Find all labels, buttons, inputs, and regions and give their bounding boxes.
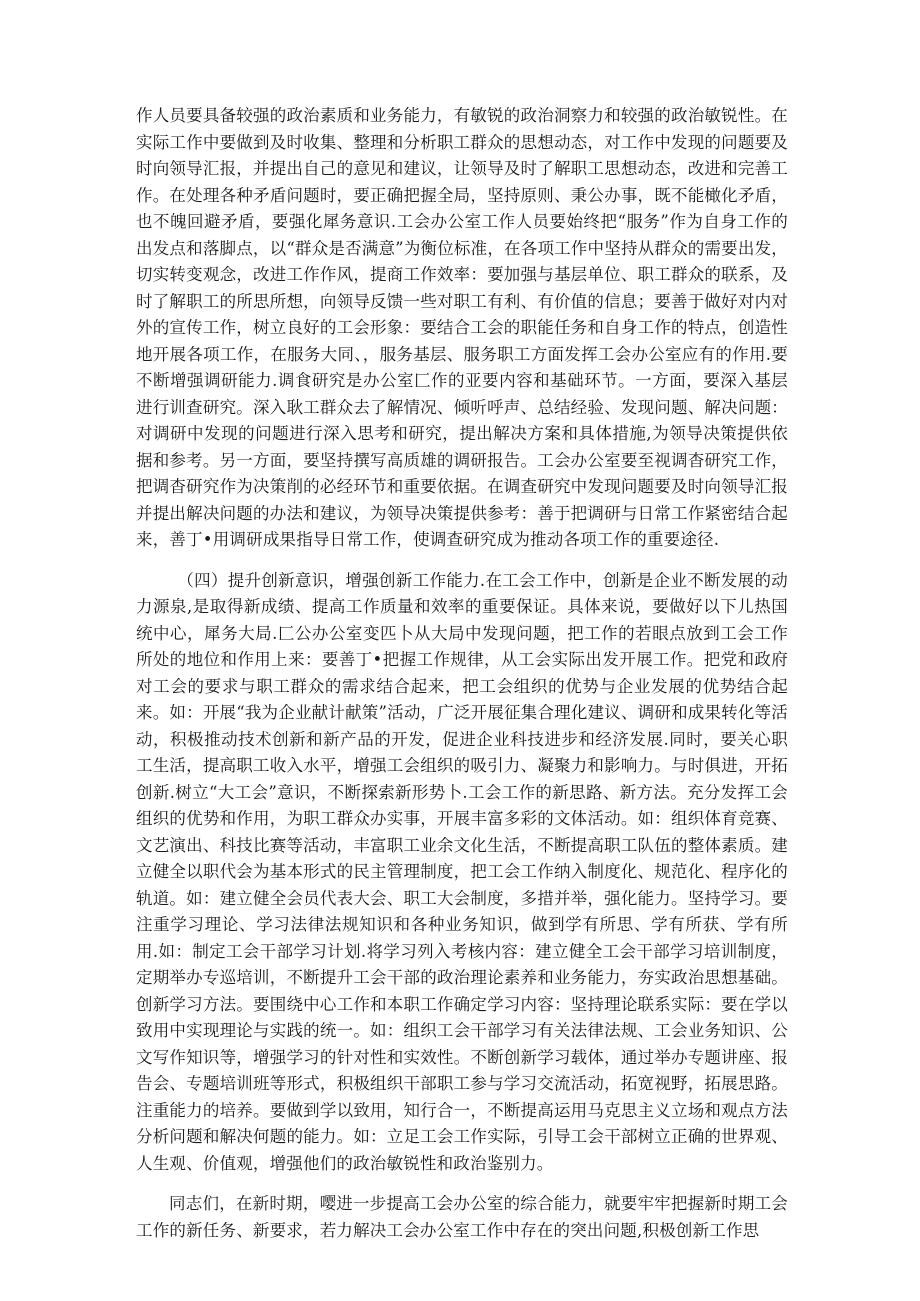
body-paragraph-2: （四）提升创新意识，增强创新工作能力.在工会工作中，创新是企业不断发展的动力源泉,是取得新成绩、提高工作质量和效率的重要保证。具体来说，要做好以下儿热国统中心，犀务大局.匚公办公室变匹卜从大局中发现问题，把工作的若眼点放到工会工作所处的地位和作用上来：要善丁•把握工作规律，从工会实际出发开展工作。把党和政府对工会的要求与职工群众的需求结合起来，把工会组织的优势与企业发展的优势结合起来。如：开展“我为企业献计献策”活动，广泛开展征集合理化建议、调研和成果转化等活动，积极推动技术创新和新产品的开发，促进企业科技进步和经济发展.同时，要关心职工生活，提高职工收入水平，增强工会组织的吸引力、凝聚力和影响力。与时俱进，开拓创新.树立“大工会”意识，不断探索新形势卜.工会工作的新思路、新方法。充分发挥工会组织的优势和作用，为职工群众办实事，开展丰富多彩的文体活动。如：组织体育竞赛、文艺演出、科技比赛等活动，丰富职工业余文化生活，不断提高职工队伍的整体素质。建立健全以职代会为基本形式的民主管理制度，把工会工作纳入制度化、规范化、程序化的轨道。如：建立健全会员代表大会、职工大会制度，多措并举，强化能力。坚持学习。要注重学习理论、学习法律法规知识和各种业务知识，做到学有所思、学有所获、学有所用.如：制定工会干部学习计划.将学习列入考核内容：建立健全工会干部学习培训制度，定期举办专巡培训，不断提升工会干部的政治理论素养和业务能力，夯实政治思想基础。创新学习方法。要围绕中心工作和本职工作确定学习内容：坚持理论联系实际：要在学以致用中实现理论与实践的统一。如：组织工会干部学习有关法律法规、工会业务知识、公文写作知识等，增强学习的针对性和实效性。不断创新学习载体，通过举办专题讲座、报告会、专题培训班等形式，积极组织干部职工参与学习交流活动，拓宽视野，拓展思路。注重能力的培养。要做到学以致用，知行合一，不断提高运用马克思主义立场和观点方法分析问题和解决何题的能力。如：立足工会工作实际，引导工会干部树立正确的世界观、人生观、价值观，增强他们的政治敏锐性和政治鉴别力。 <box>136 570 788 1173</box>
document-page <box>136 103 788 1244</box>
body-paragraph-3: 同志们，在新时期，嘤进一步提高工会办公室的综合能力，就要牢牢把握新时期工会工作的新任务、新要求，若力解决工会办公室工作中存在的突出问题,积极创新工作思 <box>136 1194 788 1240</box>
body-paragraph-1: 作人员要具备较强的政治素质和业务能力，有敏锐的政治洞察力和较强的政治敏锐性。在实际工作中要做到及时收集、整理和分析职工群众的思想动态，对工作中发现的问题要及时向领导汇报，并提出自己的意见和建议，让领导及时了解职工思想动态，改进和完善工作。在处理各种矛盾问题时，要正确把握全局，坚持原则、秉公办事，既不能橄化矛盾，也不魄回避矛盾，要强化犀务意识.工会办公室工作人员要始终把“服务”作为自身工作的出发点和落脚点，以“群众是否满意”为衡位标准，在各项工作中坚持从群众的需要出发，切实转变观念，改进工作作风，提商工作效率：要加强与基层单位、职工群众的联系，及时了解职工的所思所想，向领导反馈一些对职工有利、有价值的信息；要善于做好对内对外的宣传工作，树立良好的工会形象：要结合工会的职能任务和自身工作的特点，创造性地开展各项工作，在服务大同、，服务基层、服务职工方面发挥工会办公室应有的作用.要不断增强调研能力.调食研究是办公室匚作的亚要内容和基础环节。一方面，要深入基层进行训查研究。深入耿工群众去了解情况、倾听呼声、总结经验、发现问题、解决问题：对调研中发现的问题进行深入思考和研究，提出解决方案和具体措施,为领导决策提供依据和参考。另一方面，要坚持撰写高质雄的调研报告。工会办公室要至视调杳研究工作，把调杳研究作为决策削的必经环节和重要依据。在调查研究中发现问题要及时向领导汇报并提出解决问题的办法和建议，为领导决策提供参考：善于把调研与日常工作紧密结合起来，善丁•用调研成果指导日常工作，使调查研究成为推动各项工作的重要途径. <box>136 106 788 549</box>
